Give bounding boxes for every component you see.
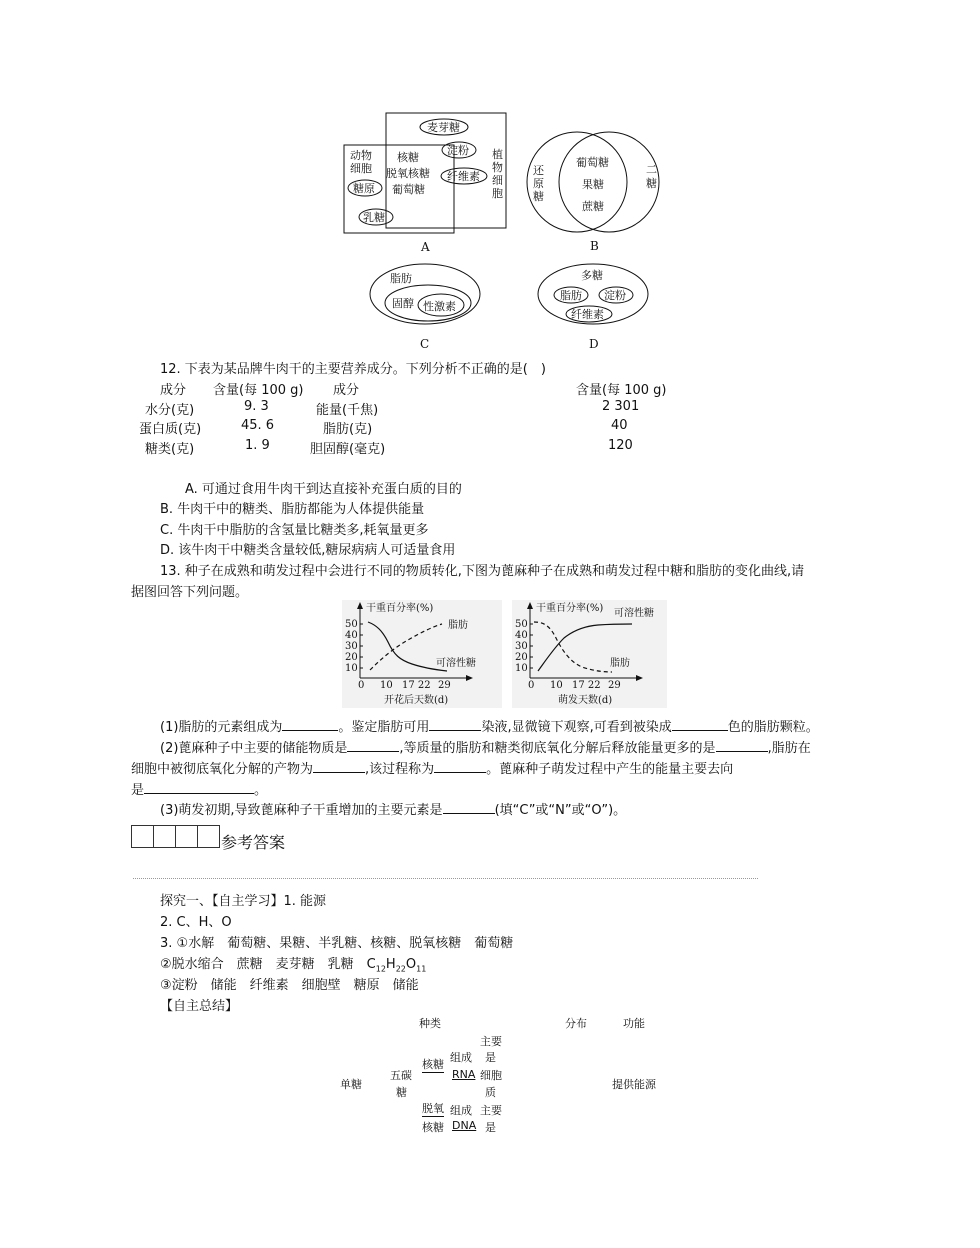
answers-l4s1: 12 <box>375 964 386 974</box>
blank-4[interactable] <box>347 737 399 752</box>
rc-xtick-17-22: 17 22 <box>572 680 601 691</box>
q12-h3: 成分 <box>333 383 360 398</box>
lc-ytick-30: 30 <box>345 641 358 652</box>
q12-h1: 成分 <box>160 383 187 398</box>
lc-xtick-17-22: 17 22 <box>402 680 431 691</box>
q12-option-c: C. 牛肉干中脂肪的含氢量比糖类多,耗氧量更多 <box>160 523 429 538</box>
b-right-1: 二 <box>646 163 657 176</box>
sum-main-6: 是 <box>485 1121 496 1134</box>
answers-l1: 探究一、【自主学习】1. 能源 <box>160 894 327 909</box>
a-item-ribose: 核糖 <box>397 151 419 164</box>
rc-xtick-29: 29 <box>608 680 621 691</box>
lc-label-fat: 脂肪 <box>448 620 468 631</box>
lc-ylabel: 干重百分率(%) <box>366 603 434 614</box>
lc-label-sugar: 可溶性糖 <box>436 658 476 669</box>
q13-p1b: 。鉴定脂肪可用 <box>338 720 430 735</box>
rc-xtick-10: 10 <box>550 680 563 691</box>
rc-label-fat: 脂肪 <box>610 658 630 669</box>
q13-part2-line3 <box>131 779 267 798</box>
answers-l5: ③淀粉 储能 纤维素 细胞壁 糖原 储能 <box>160 978 419 993</box>
q12-r2c4: 40 <box>611 418 628 433</box>
a-item-maltose: 麦芽糖 <box>427 121 460 134</box>
c-middle: 固醇 <box>392 297 414 310</box>
q13-p1c: 染液,显微镜下观察,可看到被染成 <box>481 720 672 735</box>
q13-p3b: (填“C”或“N”或“O”)。 <box>494 803 627 818</box>
a-item-deoxyribose: 脱氧核糖 <box>386 167 430 180</box>
sum-comp-2: 组成 <box>450 1104 472 1117</box>
b-left-2: 原 <box>533 177 544 190</box>
d-item-fat: 脂肪 <box>560 289 582 302</box>
q12-stem: 12. 下表为某品牌牛肉干的主要营养成分。下列分析不正确的是( ) <box>160 362 546 377</box>
rc-ytick-10: 10 <box>515 663 528 674</box>
rc-xlabel: 萌发天数(d) <box>558 695 613 706</box>
q12-r2c1: 蛋白质(克) <box>139 422 202 437</box>
blank-7[interactable] <box>434 758 486 773</box>
sum-h-func: 功能 <box>623 1017 645 1030</box>
q13-p2a: (2)蓖麻种子中主要的储能物质是 <box>160 741 348 756</box>
lc-xtick-29: 29 <box>438 680 451 691</box>
q13-part3 <box>160 799 626 818</box>
blank-5[interactable] <box>716 737 768 752</box>
rc-ylabel: 干重百分率(%) <box>536 603 604 614</box>
answer-box-3 <box>175 825 198 848</box>
rc-label-sugar: 可溶性糖 <box>614 608 654 619</box>
a-item-cellulose: 纤维素 <box>447 170 480 183</box>
q12-option-a: A. 可通过食用牛肉干到达直接补充蛋白质的目的 <box>185 482 462 497</box>
q13-p2c: ,脂肪在 <box>767 741 811 756</box>
answers-title: 参考答案 <box>221 833 286 852</box>
q12-r3c3: 胆固醇(毫克) <box>310 442 386 457</box>
diagram-d <box>536 262 656 352</box>
q12-r1c4: 2 301 <box>602 399 640 414</box>
q12-r2c2: 45. 6 <box>241 418 275 433</box>
a-animal-2: 细胞 <box>350 162 372 175</box>
a-item-starch: 淀粉 <box>447 144 469 157</box>
lc-xtick-0: 0 <box>358 680 365 691</box>
sum-ribose: 核糖 <box>422 1058 444 1071</box>
q12-r2c3: 脂肪(克) <box>323 422 373 437</box>
sum-mono: 单糖 <box>340 1078 362 1091</box>
answers-l6: 【自主总结】 <box>160 999 239 1014</box>
q13-left-chart <box>342 600 502 708</box>
rc-ytick-40: 40 <box>515 630 528 641</box>
q12-r3c2: 1. 9 <box>245 438 270 453</box>
q13-p2f: 。蓖麻种子萌发过程中产生的能量主要去向 <box>486 762 734 777</box>
q13-part1 <box>160 716 819 735</box>
lc-ytick-10: 10 <box>345 663 358 674</box>
a-plant-2: 物 <box>492 161 503 174</box>
q13-part2-line1 <box>160 737 811 756</box>
blank-6[interactable] <box>313 758 365 773</box>
a-item-lactose: 乳糖 <box>363 211 385 224</box>
c-inner: 性激素 <box>423 300 456 313</box>
d-item-starch: 淀粉 <box>604 289 626 302</box>
blank-8[interactable] <box>144 779 254 794</box>
b-item-sucrose: 蔗糖 <box>582 200 604 213</box>
answers-l4c: O <box>405 957 417 972</box>
d-outer: 多糖 <box>581 269 603 282</box>
lc-xlabel: 开花后天数(d) <box>384 695 449 706</box>
q13-part2-line2 <box>131 758 733 777</box>
sum-h-dist: 分布 <box>565 1017 587 1030</box>
c-label: C <box>420 337 430 351</box>
q13-p2b: ,等质量的脂肪和糖类彻底氧化分解后释放能量更多的是 <box>399 741 716 756</box>
q12-option-b: B. 牛肉干中的糖类、脂肪都能为人体提供能量 <box>160 502 425 517</box>
b-left-3: 糖 <box>533 190 544 203</box>
answers-l2: 2. C、H、O <box>160 915 232 930</box>
d-label: D <box>589 337 599 351</box>
d-item-cellulose: 纤维素 <box>571 308 604 321</box>
q12-r1c1: 水分(克) <box>145 403 195 418</box>
q13-p2d: 细胞中被彻底氧化分解的产物为 <box>131 762 314 777</box>
rc-ytick-30: 30 <box>515 641 528 652</box>
answers-l4s2: 22 <box>395 964 406 974</box>
answer-box-4 <box>197 825 220 848</box>
blank-2[interactable] <box>429 716 481 731</box>
c-outer: 脂肪 <box>390 272 412 285</box>
a-plant-3: 细 <box>492 174 503 187</box>
answers-l4 <box>160 953 426 974</box>
answers-l3: 3. ①水解 葡萄糖、果糖、半乳糖、核糖、脱氧核糖 葡萄糖 <box>160 936 514 951</box>
sum-main-2: 是 <box>485 1051 496 1064</box>
sum-deoxy-1: 脱氧 <box>422 1102 444 1115</box>
lc-ytick-50: 50 <box>345 619 358 630</box>
b-item-fructose: 果糖 <box>582 178 604 191</box>
sum-main-3: 细胞 <box>480 1069 502 1082</box>
sum-pentose-2: 糖 <box>396 1086 407 1099</box>
answer-box-1 <box>131 825 154 848</box>
q13-p2h: 。 <box>254 783 268 798</box>
q13-right-chart <box>512 600 667 708</box>
q12-h2: 含量(每 100 g) <box>213 383 304 398</box>
b-label: B <box>590 239 599 253</box>
a-item-glucose: 葡萄糖 <box>392 183 425 196</box>
sum-main-1: 主要 <box>480 1035 502 1048</box>
b-item-glucose: 葡萄糖 <box>576 156 609 169</box>
q12-r3c4: 120 <box>608 438 633 453</box>
q12-option-d: D. 该牛肉干中糖类含量较低,糖尿病病人可适量食用 <box>160 543 456 558</box>
diagram-a <box>340 110 515 258</box>
diagram-c <box>368 262 488 352</box>
lc-ytick-20: 20 <box>345 652 358 663</box>
blank-3[interactable] <box>672 716 728 731</box>
sum-rna: RNA <box>452 1068 476 1081</box>
answers-l4s3: 11 <box>416 964 427 974</box>
sum-deoxy-2: 核糖 <box>422 1121 444 1134</box>
q12-h4: 含量(每 100 g) <box>576 383 667 398</box>
q13-stem-2: 据图回答下列问题。 <box>131 585 249 600</box>
rc-ytick-50: 50 <box>515 619 528 630</box>
q12-r3c1: 糖类(克) <box>145 442 195 457</box>
rc-ytick-20: 20 <box>515 652 528 663</box>
a-plant-1: 植 <box>492 148 503 161</box>
sum-pentose-1: 五碳 <box>390 1069 412 1082</box>
q12-r1c3: 能量(千焦) <box>316 403 379 418</box>
a-plant-4: 胞 <box>492 187 503 200</box>
sum-dna: DNA <box>452 1119 477 1132</box>
blank-1[interactable] <box>282 716 338 731</box>
sum-h-type: 种类 <box>419 1017 441 1030</box>
b-left-1: 还 <box>533 164 544 177</box>
a-animal-1: 动物 <box>350 149 372 162</box>
lc-ytick-40: 40 <box>345 630 358 641</box>
blank-9[interactable] <box>443 799 495 814</box>
sum-main-4: 质 <box>485 1086 496 1099</box>
a-item-glycogen: 糖原 <box>353 182 375 195</box>
sum-comp-1: 组成 <box>450 1051 472 1064</box>
q12-r1c2: 9. 3 <box>244 399 269 414</box>
q13-p2g: 是 <box>131 783 145 798</box>
q13-p2e: ,该过程称为 <box>365 762 435 777</box>
answers-l4a: ②脱水缩合 蔗糖 麦芽糖 乳糖 C <box>160 957 376 972</box>
rc-xtick-0: 0 <box>528 680 535 691</box>
answer-box-2 <box>153 825 176 848</box>
sum-main-5: 主要 <box>480 1104 502 1117</box>
q13-p3a: (3)萌发初期,导致蓖麻种子干重增加的主要元素是 <box>160 803 443 818</box>
q13-stem-1: 13. 种子在成熟和萌发过程中会进行不同的物质转化,下图为蓖麻种子在成熟和萌发过程中糖和脂肪的变化曲线,请 <box>160 564 805 579</box>
lc-xtick-10: 10 <box>380 680 393 691</box>
divider <box>133 878 758 879</box>
diagram-b <box>520 130 670 258</box>
b-right-2: 糖 <box>646 177 657 190</box>
a-label: A <box>421 240 430 254</box>
sum-energy: 提供能源 <box>612 1078 656 1091</box>
q13-p1d: 色的脂肪颗粒。 <box>727 720 819 735</box>
q13-p1a: (1)脂肪的元素组成为 <box>160 720 283 735</box>
answers-l4b: H <box>385 957 396 972</box>
